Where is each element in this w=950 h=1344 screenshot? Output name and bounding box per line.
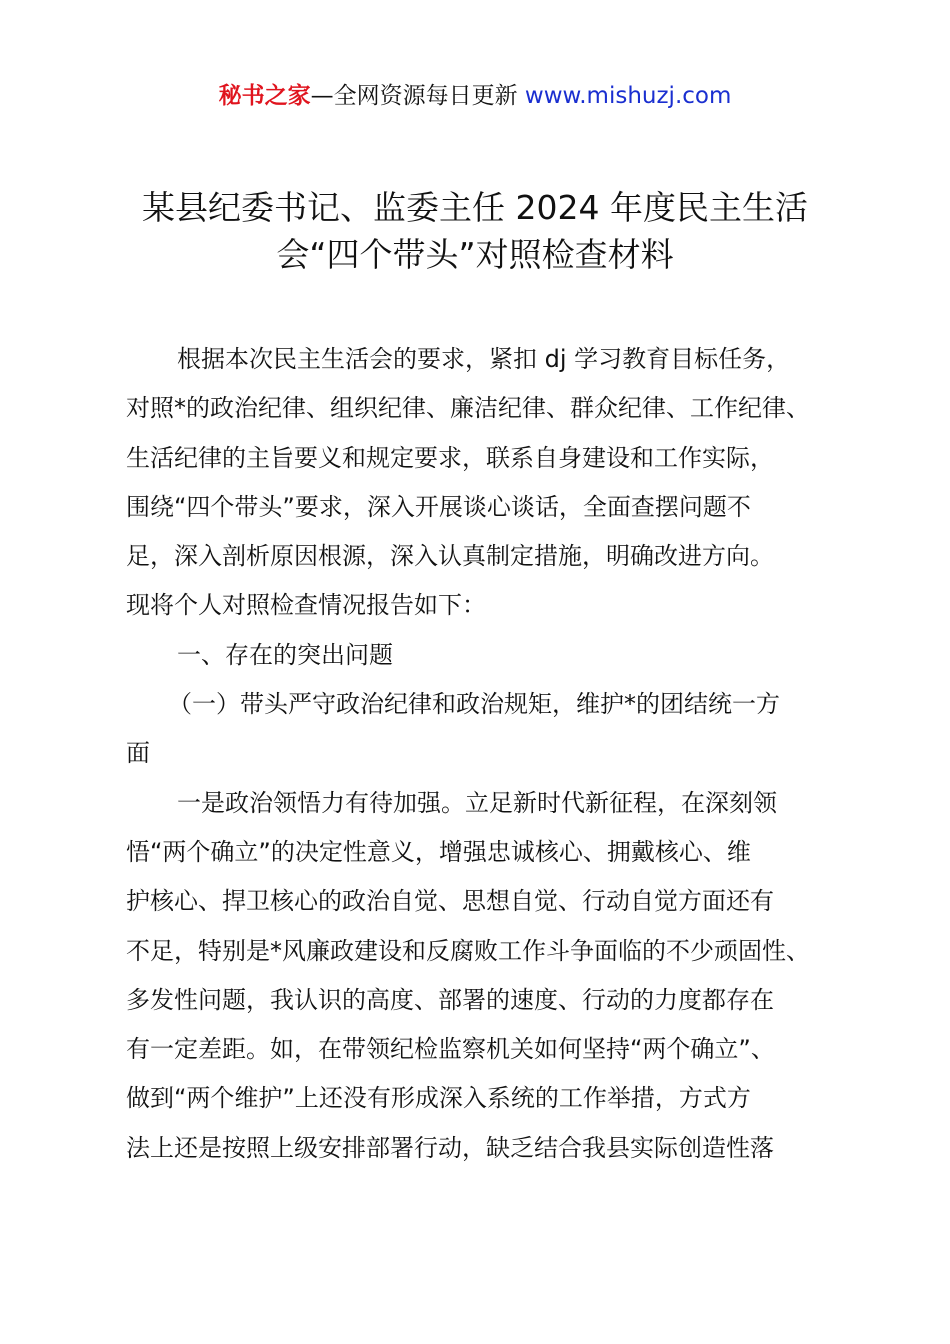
body-line: 根据本次民主生活会的要求，紧扣 dj 学习教育目标任务， [177,345,791,373]
site-brand: 秘书之家 [218,83,311,109]
body-line: 对照*的政治纪律、组织纪律、廉洁纪律、群众纪律、工作纪律、 [126,394,810,423]
site-tagline: —全网资源每日更新 [310,83,525,109]
body-line: 不足，特别是*风廉政建设和反腐败工作斗争面临的不少顽固性、 [126,936,810,965]
body-line: 一是政治领悟力有待加强。立足新时代新征程，在深刻领 [177,788,777,817]
document-title [110,184,840,278]
title-line-1: 某县纪委书记、监委主任 2024 年度民主生活 [142,188,808,227]
body-line: 护核心、捍卫核心的政治自觉、思想自觉、行动自觉方面还有 [126,887,774,916]
subsection-heading-continued: 面 [126,739,150,768]
body-line: 足，深入剖析原因根源，深入认真制定措施，明确改进方向。 [126,542,774,571]
site-header [0,80,950,112]
body-line: 围绕“四个带头”要求，深入开展谈心谈话，全面查摆问题不 [126,492,751,521]
body-line: 生活纪律的主旨要义和规定要求，联系自身建设和工作实际， [126,443,774,472]
body-line: 法上还是按照上级安排部署行动，缺乏结合我县实际创造性落 [126,1133,774,1162]
body-line: 做到“两个维护”上还没有形成深入系统的工作举措，方式方 [126,1084,751,1113]
body-line: 多发性问题，我认识的高度、部署的速度、行动的力度都存在 [126,985,774,1014]
document-body [126,335,836,1173]
body-line: 悟“两个确立”的决定性意义，增强忠诚核心、拥戴核心、维 [126,837,751,866]
subsection-heading: （一）带头严守政治纪律和政治规矩，维护*的团结统一方 [168,690,780,719]
title-line-2: 会“四个带头”对照检查材料 [276,235,674,274]
site-url-link[interactable]: www.mishuzj.com [524,83,732,109]
body-line: 有一定差距。如，在带领纪检监察机关如何坚持“两个确立”、 [126,1035,775,1064]
body-line: 现将个人对照检查情况报告如下： [126,591,486,620]
section-heading: 一、存在的突出问题 [177,640,393,669]
